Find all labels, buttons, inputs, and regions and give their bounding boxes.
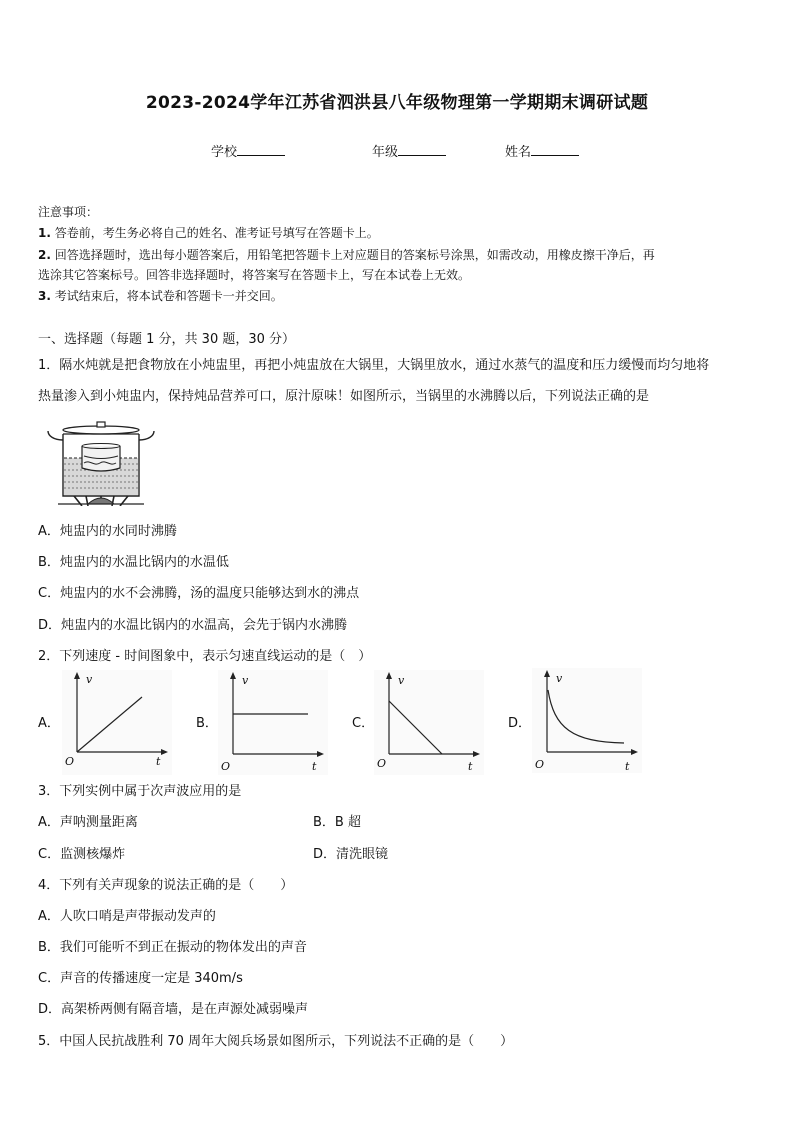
q2-label-a: A． — [38, 716, 60, 731]
q3-option-c: C．监测核爆炸 — [38, 847, 126, 862]
name-field — [505, 141, 579, 160]
q4-option-a: A．人吹口哨是声带振动发声的 — [38, 909, 216, 924]
q1-option-b: B．炖盅内的水温比锅内的水温低 — [38, 555, 229, 570]
graph-d-y-label: v — [556, 672, 563, 685]
q4-stem: 4．下列有关声现象的说法正确的是（ ） — [38, 878, 294, 893]
graph-b-origin: O — [221, 760, 231, 773]
q3-option-a: A．声呐测量距离 — [38, 815, 138, 830]
school-blank — [237, 143, 285, 156]
note-item: 1. 答卷前，考生务必将自己的姓名、准考证号填写在答题卡上。 — [38, 226, 379, 240]
q1-option-a: A．炖盅内的水同时沸腾 — [38, 524, 177, 539]
q2-stem: 2．下列速度 - 时间图象中，表示匀速直线运动的是（ ） — [38, 649, 372, 664]
page-title: 2023-2024学年江苏省泗洪县八年级物理第一学期期末调研试题 — [145, 93, 649, 113]
note-item: 选涂其它答案标号。回答非选择题时，将答案写在答题卡上，写在本试卷上无效。 — [38, 268, 471, 282]
name-label: 姓名 — [505, 145, 532, 160]
q4-option-d: D．高架桥两侧有隔音墙，是在声源处减弱噪声 — [38, 1002, 309, 1017]
q3-option-d: D．清洗眼镜 — [313, 847, 389, 862]
q2-label-d: D． — [508, 716, 532, 731]
q1-line2: 热量渗入到小炖盅内，保持炖品营养可口，原汁原味！如图所示，当锅里的水沸腾以后，下列说法正确的是 — [38, 389, 650, 404]
q4-option-b: B．我们可能听不到正在振动的物体发出的声音 — [38, 940, 307, 955]
graph-b — [218, 670, 328, 775]
school-label: 学校 — [211, 145, 238, 160]
note-item: 2. 回答选择题时，选出每小题答案后，用铅笔把答题卡上对应题目的答案标号涂黑，如需改动，用橡皮擦干净后，再 — [38, 248, 655, 262]
graph-d — [532, 668, 642, 773]
name-blank — [531, 143, 579, 156]
graph-c-origin: O — [377, 757, 387, 770]
steamer-pot-figure — [44, 418, 160, 506]
school-field — [211, 141, 285, 160]
q2-label-c: C． — [352, 716, 375, 731]
grade-label: 年级 — [372, 145, 399, 160]
q2-label-b: B． — [196, 716, 218, 731]
q1-line1: 1．隔水炖就是把食物放在小炖盅里，再把小炖盅放在大锅里，大锅里放水，通过水蒸气的温度和压力缓慢而均匀地将 — [38, 358, 710, 373]
section-heading: 一、选择题（每题 1 分，共 30 题，30 分） — [38, 332, 296, 347]
graph-a-origin: O — [65, 755, 75, 768]
graph-c-x-label: t — [468, 760, 473, 773]
q1-option-c: C．炖盅内的水不会沸腾，汤的温度只能够达到水的沸点 — [38, 586, 360, 601]
graph-b-y-label: v — [242, 674, 249, 687]
graph-c-y-label: v — [398, 674, 405, 687]
grade-blank — [398, 143, 446, 156]
q3-option-b: B．B 超 — [313, 815, 361, 830]
graph-c — [374, 670, 484, 775]
graph-a-y-label: v — [86, 673, 93, 686]
q5-stem: 5．中国人民抗战胜利 70 周年大阅兵场景如图所示，下列说法不正确的是（ ） — [38, 1034, 514, 1049]
q1-option-d: D．炖盅内的水温比锅内的水温高，会先于锅内水沸腾 — [38, 618, 348, 633]
graph-d-x-label: t — [625, 760, 630, 773]
q4-option-c: C．声音的传播速度一定是 340m/s — [38, 971, 243, 986]
notes-heading: 注意事项： — [38, 205, 99, 219]
graph-d-origin: O — [535, 758, 545, 771]
graph-a-x-label: t — [156, 755, 161, 768]
grade-field — [372, 141, 446, 160]
graph-b-x-label: t — [312, 760, 317, 773]
note-item: 3. 考试结束后，将本试卷和答题卡一并交回。 — [38, 289, 283, 303]
q3-stem: 3．下列实例中属于次声波应用的是 — [38, 784, 242, 799]
graph-a — [62, 670, 172, 775]
